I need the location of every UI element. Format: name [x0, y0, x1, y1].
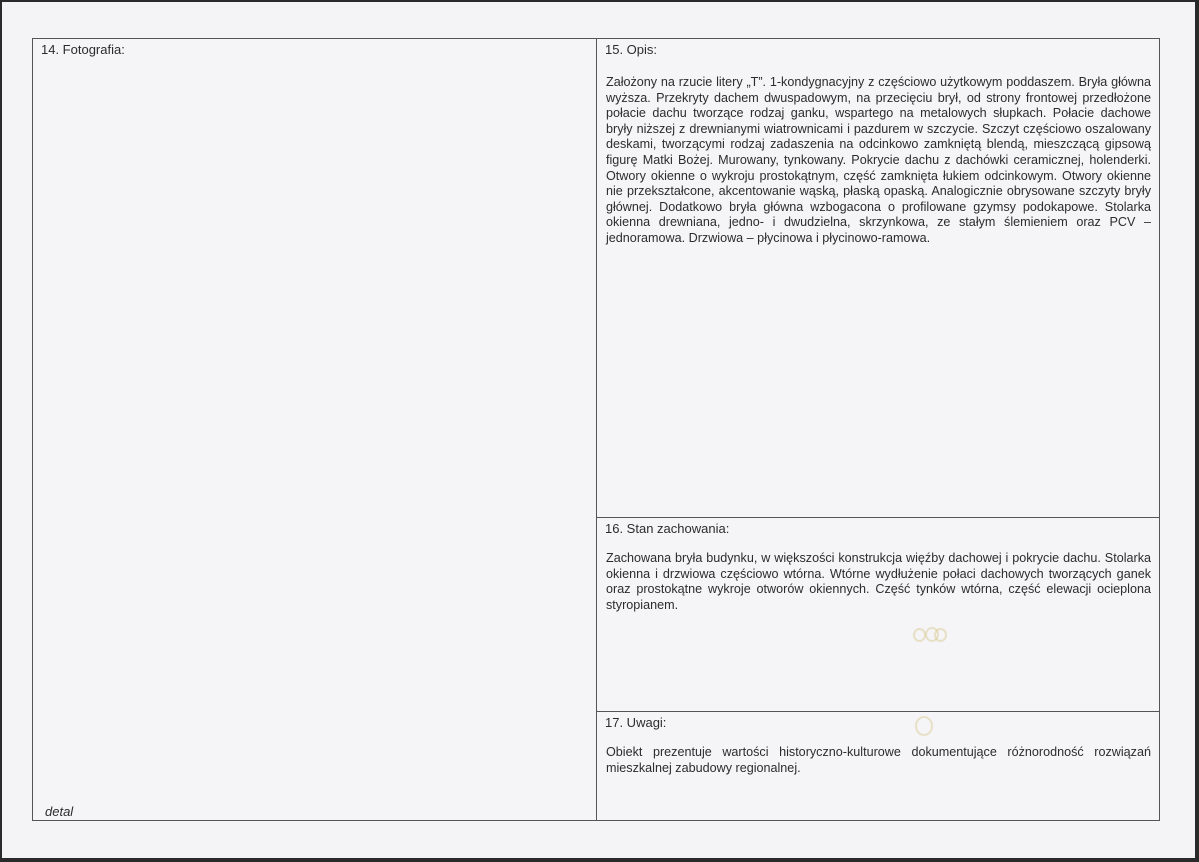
remarks-label: 17. Uwagi:: [605, 715, 667, 730]
remarks-text: Obiekt prezentuje wartości historyczno-kulturowe dokumentujące różnorodność rozwiązań mieszkalnej zabudowy regionalnej.: [606, 745, 1151, 775]
photo-caption: detal: [45, 804, 74, 819]
photo-section-label: 14. Fotografia:: [41, 42, 125, 57]
photo-placeholder: [41, 63, 588, 798]
remarks-section: [597, 712, 1159, 820]
description-section: [597, 39, 1159, 518]
scanned-page: [2, 2, 1195, 858]
right-column: [597, 39, 1159, 820]
condition-text: Zachowana bryła budynku, w większości konstrukcja więźby dachowej i pokrycie dachu. Stolarka okienna i drzwiowa częściowo wtórna. Wtórne wydłużenie połaci dachowych tworzących ganek oraz prostokątne wykroje otworów okiennych. Część tynków wtórna, część elewacji ocieplona styropianem.: [606, 551, 1151, 612]
paper-stain-decoration: [934, 628, 947, 642]
photo-section: [33, 39, 597, 820]
record-card: [32, 38, 1160, 821]
description-text: Założony na rzucie litery „T”. 1-kondygnacyjny z częściowo użytkowym poddaszem. Bryła główna wyższa. Przekryty dachem dwuspadowym, na przecięciu brył, od strony frontowej przedłożone połacie dachu tworzące rodzaj ganku, wspartego na metalowych słupkach. Połacie dachowe bryły niższej z drewnianymi wiatrownicami i pazdurem w szczycie. Szczyt częściowo oszalowany deskami, tworzącymi rodzaj zadaszenia na odcinkowo zamkniętą blendą, mieszczącą gipsową figurę Matki Bożej. Murowany, tynkowany. Pokrycie dachu z dachówki ceramicznej, holenderki. Otwory okienne o wykroju prostokątnym, część zamknięta łukiem odcinkowym. Otwory okienne nie przekształcone, akcentowanie wąską, płaską opaską. Analogicznie obrysowane szczyty bryły głównej. Dodatkowo bryła główna wzbogacona o profilowane gzymsy podokapowe. Stolarka okienna drewniana, jedno- i dwudzielna, skrzynkowa, ze stałym ślemieniem oraz PCV – jednoramowa. Drzwiowa – płycinowa i płycinowo-ramowa.: [606, 75, 1151, 245]
condition-section: [597, 518, 1159, 712]
paper-stain-decoration: [915, 716, 933, 736]
description-label: 15. Opis:: [605, 42, 658, 57]
condition-label: 16. Stan zachowania:: [605, 521, 730, 536]
